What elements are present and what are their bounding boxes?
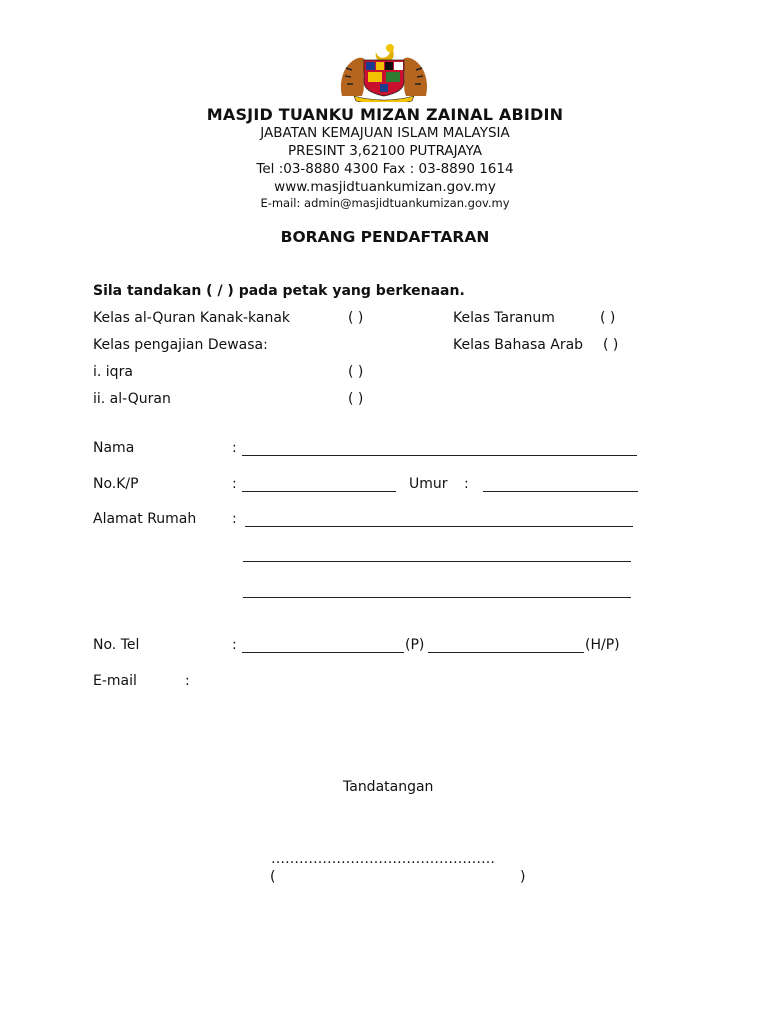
- email-colon: :: [185, 673, 190, 689]
- phone-fax: Tel :03-8880 4300 Fax : 03-8890 1614: [256, 161, 514, 177]
- tel-p-input-line[interactable]: [242, 652, 404, 653]
- checkbox-taranum[interactable]: ( ): [600, 310, 616, 326]
- option-dewasa-label: Kelas pengajian Dewasa:: [93, 337, 268, 353]
- kp-colon: :: [232, 476, 237, 492]
- option-taranum-label: Kelas Taranum: [453, 310, 555, 326]
- option-arab-label: Kelas Bahasa Arab: [453, 337, 584, 353]
- nama-label: Nama: [93, 440, 135, 456]
- nama-colon: :: [232, 440, 237, 456]
- option-iqra-label: i. iqra: [93, 364, 133, 380]
- form-title: BORANG PENDAFTARAN: [280, 228, 490, 246]
- tel-hp-input-line[interactable]: [428, 652, 584, 653]
- umur-input-line[interactable]: [483, 491, 638, 492]
- alamat-colon: :: [232, 511, 237, 527]
- alamat-input-line-3[interactable]: [243, 597, 631, 598]
- address: PRESINT 3,62100 PUTRAJAYA: [287, 143, 483, 159]
- umur-label: Umur: [409, 476, 448, 492]
- alamat-label: Alamat Rumah: [93, 511, 197, 527]
- email-address: E-mail: admin@masjidtuankumizan.gov.my: [260, 196, 510, 210]
- tel-p-label: (P): [405, 637, 425, 653]
- signature-name-open-paren: (: [270, 869, 276, 885]
- crest-logo: [336, 38, 432, 102]
- alamat-input-line-1[interactable]: [245, 526, 633, 527]
- institution-title: MASJID TUANKU MIZAN ZAINAL ABIDIN: [206, 105, 564, 124]
- checkbox-arab[interactable]: ( ): [603, 337, 619, 353]
- signature-name-close-paren: ): [520, 869, 526, 885]
- checkbox-kanak[interactable]: ( ): [348, 310, 364, 326]
- kp-label: No.K/P: [93, 476, 139, 492]
- tel-colon: :: [232, 637, 237, 653]
- checkbox-iqra[interactable]: ( ): [348, 364, 364, 380]
- department-name: JABATAN KEMAJUAN ISLAM MALAYSIA: [260, 125, 510, 141]
- umur-colon: :: [464, 476, 469, 492]
- instruction-text: Sila tandakan ( / ) pada petak yang berkenaan.: [93, 283, 465, 299]
- website: www.masjidtuankumizan.gov.my: [274, 179, 496, 195]
- option-kanak-label: Kelas al-Quran Kanak-kanak: [93, 310, 291, 326]
- alamat-input-line-2[interactable]: [243, 561, 631, 562]
- nama-input-line[interactable]: [242, 455, 637, 456]
- option-quran-label: ii. al-Quran: [93, 391, 171, 407]
- signature-label: Tandatangan: [343, 779, 434, 795]
- tel-label: No. Tel: [93, 637, 140, 653]
- tel-hp-label: (H/P): [585, 637, 620, 653]
- checkbox-quran[interactable]: ( ): [348, 391, 364, 407]
- email-label: E-mail: [93, 673, 137, 689]
- signature-dotted-line[interactable]: …………………………………………: [271, 851, 495, 867]
- kp-input-line[interactable]: [242, 491, 396, 492]
